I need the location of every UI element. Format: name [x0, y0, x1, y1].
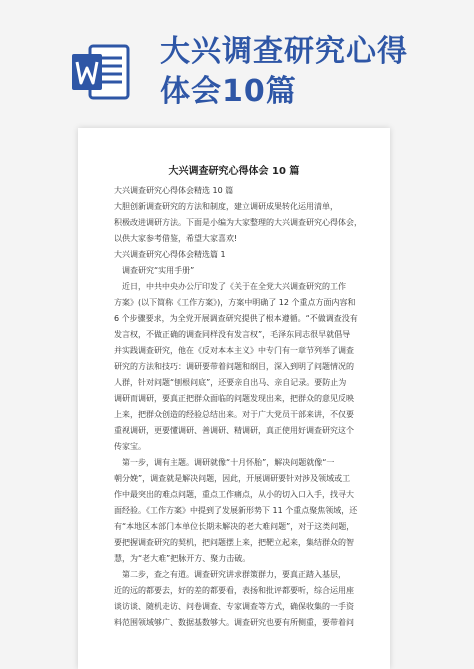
document-page — [78, 128, 390, 669]
doc-line: 方案》(以下简称《工作方案》)，方案中明确了 12 个重点方面内容和 — [114, 298, 356, 307]
title-line-1: 大兴调查研究心得 — [160, 34, 408, 69]
doc-line: 要把握调查研究的契机，把问题摆上来，把靶立起来，集结群众的智 — [114, 538, 354, 547]
doc-line: 面经验。《工作方案》中提到了发展新形势下 11 个重点聚焦领域，还 — [114, 506, 358, 515]
doc-line: 上来，把群众创造的经验总结出来。对于广大党员干部来讲，不仅要 — [114, 410, 354, 419]
doc-line: 并实践调查研究，他在《反对本本主义》中专门有一章节列举了调查 — [114, 346, 354, 355]
doc-line: 谈访谈、随机走访、问卷调查、专家调查等方式，确保收集的一手资 — [114, 602, 354, 611]
doc-line: 发言权，不做正确的调查同样没有发言权”，毛泽东同志很早就倡导 — [114, 330, 351, 339]
document-body — [114, 183, 362, 631]
doc-line: 调查研究“实用手册” — [122, 266, 195, 275]
doc-line: 第一步，调有主题。调研就像“十月怀胎”，解决问题就像“一 — [122, 458, 335, 467]
doc-line: 第二步，查之有道。调查研究讲求群策群力，要真正踏入基层， — [122, 570, 346, 579]
doc-line: 朝分娩”，调查就是解决问题，因此，开展调研要针对涉及领域或工 — [114, 474, 351, 483]
doc-line: 大胆创新调查研究的方法和制度，建立调研成果转化运用清单， — [114, 202, 338, 211]
title-line-2: 体会10篇 — [160, 74, 297, 109]
doc-line: 以供大家参考借鉴，希望大家喜欢! — [114, 234, 238, 243]
doc-line: 近日，中共中央办公厅印发了《关于在全党大兴调查研究的工作 — [122, 282, 346, 291]
doc-line: 料范围领域够广、数据基数够大。调查研究也要有所侧重，要带着问 — [114, 618, 354, 627]
doc-line: 慧，为“老大难”把脉开方、聚力击破。 — [114, 554, 251, 563]
doc-line: 研究的方法和技巧：调研要带着问题和纲目，深入到明了问题情况的 — [114, 362, 354, 371]
doc-line: 调研而调研，要真正把群众面临的问题发现出来，把群众的意见反映 — [114, 394, 354, 403]
doc-line: 重视调研，更要懂调研、善调研、精调研，真正使用好调查研究这个 — [114, 426, 354, 435]
word-icon — [68, 40, 132, 104]
doc-line: 大兴调查研究心得体会精选 10 篇 — [114, 186, 234, 195]
doc-line: 6 个步骤要求，为全党开展调查研究提供了根本遵循。“不做调查没有 — [114, 314, 358, 323]
doc-line: 传家宝。 — [114, 442, 146, 451]
doc-line: 有“本地区本部门本单位长期未解决的老大难问题”，对于这类问题， — [114, 522, 355, 531]
doc-line: 作中最突出的难点问题，重点工作痛点，从小的切入口入手，找寻大 — [114, 490, 354, 499]
doc-line: 积极改进调研方法。下面是小编为大家整理的大兴调查研究心得体会， — [114, 218, 362, 227]
document-title: 大兴调查研究心得体会 10 篇 — [168, 166, 300, 177]
header-banner — [0, 0, 474, 120]
page-title — [160, 32, 408, 112]
doc-line: 人群，针对问题“刨根问底”，还要亲自出马、亲自记录。要防止为 — [114, 378, 347, 387]
doc-line: 近的远的都要去，好的差的都要看，表扬和批评都要听，综合运用座 — [114, 586, 354, 595]
doc-line: 大兴调查研究心得体会精选篇 1 — [114, 250, 226, 259]
